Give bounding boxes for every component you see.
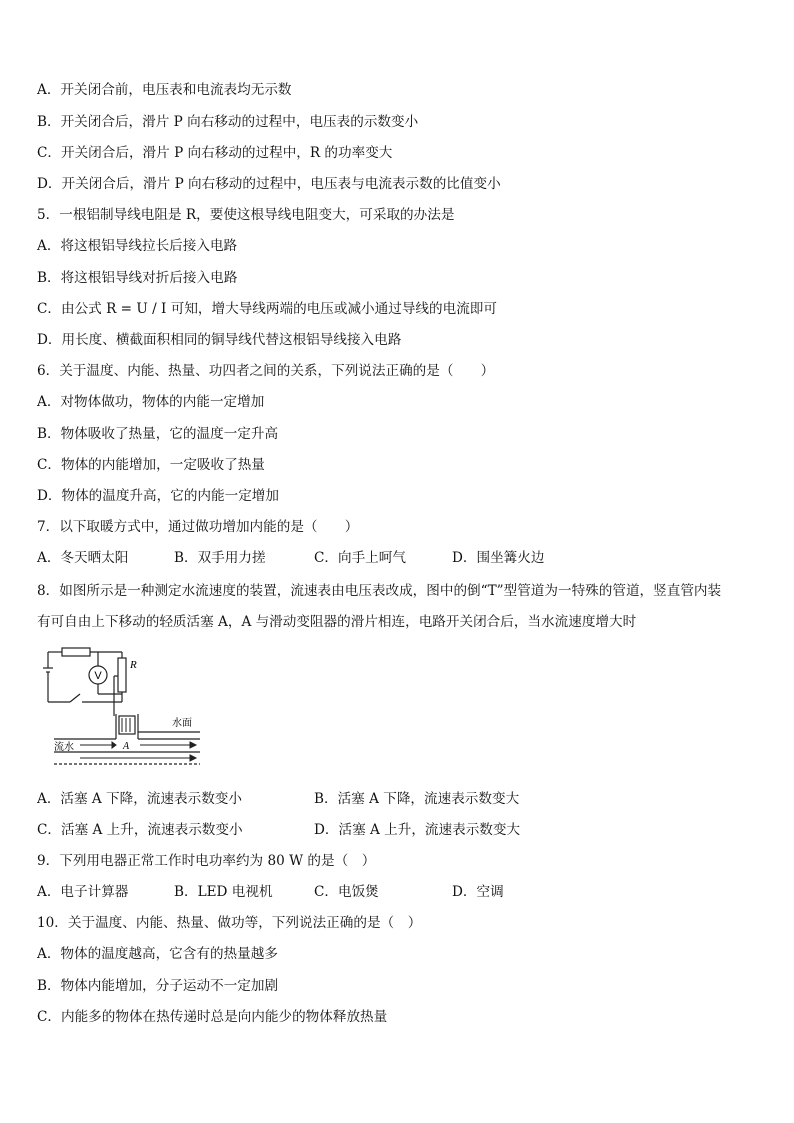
q8-option-a: A．活塞 A 下降，流速表示数变小 bbox=[37, 791, 242, 807]
flow-label: 流水 bbox=[54, 742, 74, 753]
q9-option-d: D．空调 bbox=[452, 884, 504, 900]
q6-stem: 6．关于温度、内能、热量、功四者之间的关系，下列说法正确的是（ ） bbox=[37, 363, 495, 379]
q5-option-c: C．由公式 R = U / I 可知，增大导线两端的电压或减小通过导线的电流即可 bbox=[37, 301, 497, 317]
water-surface-label: 水面 bbox=[172, 718, 192, 729]
q5-option-a: A．将这根铝导线拉长后接入电路 bbox=[37, 238, 238, 254]
q10-option-a: A．物体的温度越高，它含有的热量越多 bbox=[37, 946, 278, 962]
q4-option-b: B．开关闭合后，滑片 P 向右移动的过程中，电压表的示数变小 bbox=[37, 114, 419, 130]
q7-option-d: D．围坐篝火边 bbox=[452, 550, 545, 566]
q9-option-a: A．电子计算器 bbox=[37, 884, 129, 900]
q9-stem: 9．下列用电器正常工作时电功率约为 80 W 的是（ ） bbox=[37, 853, 376, 869]
q5-option-b: B．将这根铝导线对折后接入电路 bbox=[37, 270, 238, 286]
q4-option-d: D．开关闭合后，滑片 P 向右移动的过程中，电压表与电流表示数的比值变小 bbox=[37, 176, 501, 192]
q8-option-b: B．活塞 A 下降，流速表示数变大 bbox=[314, 791, 520, 807]
q4-option-c: C．开关闭合后，滑片 P 向右移动的过程中，R 的功率变大 bbox=[37, 145, 393, 161]
q5-option-d: D．用长度、横截面积相同的铜导线代替这根铝导线接入电路 bbox=[37, 332, 402, 348]
q10-stem: 10．关于温度、内能、热量、做功等，下列说法正确的是（ ） bbox=[37, 915, 422, 931]
q4-option-a: A．开关闭合前，电压表和电流表均无示数 bbox=[37, 82, 292, 98]
q5-stem: 5．一根铝制导线电阻是 R，要使这根导线电阻变大，可采取的办法是 bbox=[37, 207, 455, 223]
q7-stem: 7．以下取暖方式中，通过做功增加内能的是（ ） bbox=[37, 519, 359, 535]
voltmeter-label: V bbox=[94, 670, 102, 682]
piston-label: A bbox=[123, 741, 130, 752]
q9-option-c: C．电饭煲 bbox=[314, 884, 379, 900]
q7-option-b: B．双手用力搓 bbox=[174, 550, 266, 566]
q8-stem-line2: 有可自由上下移动的轻质活塞 A，A 与滑动变阻器的滑片相连，电路开关闭合后，当水流速度增大时 bbox=[37, 614, 637, 630]
q8-stem-line1: 8．如图所示是一种测定水流速度的装置，流速表由电压表改成，图中的倒“T”型管道为一特殊的管道，竖直管内装 bbox=[37, 583, 722, 599]
q6-option-d: D．物体的温度升高，它的内能一定增加 bbox=[37, 488, 279, 504]
q10-option-c: C．内能多的物体在热传递时总是向内能少的物体释放热量 bbox=[37, 1009, 388, 1025]
q7-option-a: A．冬天晒太阳 bbox=[37, 550, 129, 566]
water-flow-diagram bbox=[40, 646, 210, 774]
q10-option-b: B．物体内能增加，分子运动不一定加剧 bbox=[37, 978, 279, 994]
q8-option-d: D．活塞 A 上升，流速表示数变大 bbox=[314, 822, 521, 838]
resistor-label: R bbox=[130, 659, 137, 671]
q8-option-c: C．活塞 A 上升，流速表示数变小 bbox=[37, 822, 243, 838]
q9-option-b: B．LED 电视机 bbox=[174, 884, 273, 900]
q6-option-c: C．物体的内能增加，一定吸收了热量 bbox=[37, 457, 265, 473]
q6-option-a: A．对物体做功，物体的内能一定增加 bbox=[37, 394, 265, 410]
q6-option-b: B．物体吸收了热量，它的温度一定升高 bbox=[37, 426, 279, 442]
q7-option-c: C．向手上呵气 bbox=[314, 550, 406, 566]
